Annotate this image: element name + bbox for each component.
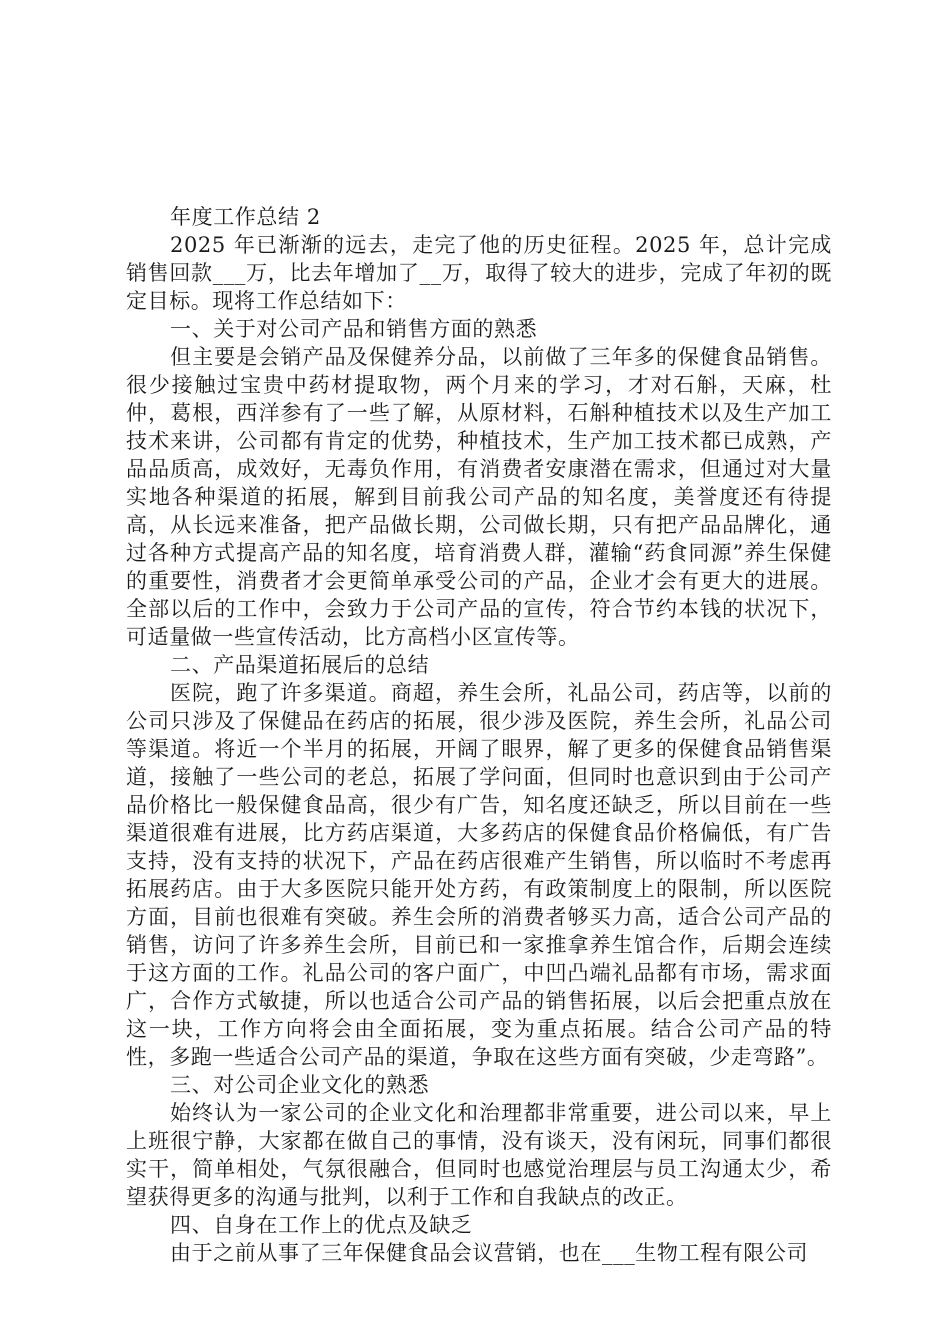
section-4-body: 由于之前从事了三年保健食品会议营销，也在___生物工程有限公司: [170, 1241, 809, 1265]
section-4-heading: 四、自身在工作上的优点及缺乏: [170, 1213, 473, 1237]
document-page: [126, 203, 832, 1267]
section-3-heading: 三、对公司企业文化的熟悉: [170, 1073, 430, 1097]
section-2-body: 医院，跑了许多渠道。商超，养生会所，礼品公司，药店等，以前的公司只涉及了保健品在药店的拓展，很少涉及医院，养生会所，礼品公司等渠道。将近一个半月的拓展，开阔了眼界，解了更多的保健食品销售渠道，接触了一些公司的老总，拓展了学问面，但同时也意识到由于公司产品价格比一般保健食品高，很少有广告，知名度还缺乏，所以目前在一些渠道很难有进展，比方药店渠道，大多药店的保健食品价格偏低，有广告支持，没有支持的状况下，产品在药店很难产生销售，所以临时不考虑再拓展药店。由于大多医院只能开处方药，有政策制度上的限制，所以医院方面，目前也很难有突破。养生会所的消费者够买力高，适合公司产品的销售，访问了许多养生会所，目前已和一家推拿养生馆合作，后期会连续于这方面的工作。礼品公司的客户面广，中凹凸端礼品都有市场，需求面广，合作方式敏捷，所以也适合公司产品的销售拓展，以后会把重点放在这一块，工作方向将会由全面拓展，变为重点拓展。结合公司产品的特性，多跑一些适合公司产品的渠道，争取在这些方面有突破，少走弯路”。: [126, 681, 832, 1069]
section-3-body: 始终认为一家公司的企业文化和治理都非常重要，进公司以来，早上上班很宁静，大家都在做自己的事情，没有谈天，没有闲玩，同事们都很实干，简单相处，气氛很融合，但同时也感觉治理层与员工沟通太少，希望获得更多的沟通与批判，以利于工作和自我缺点的改正。: [126, 1101, 832, 1209]
section-1-body: 但主要是会销产品及保健养分品，以前做了三年多的保健食品销售。很少接触过宝贵中药材提取物，两个月来的学习，才对石斛，天麻，杜仲，葛根，西洋参有了一些了解，从原材料，石斛种植技术以及生产加工技术来讲，公司都有肯定的优势，种植技术，生产加工技术都已成熟，产品品质高，成效好，无毒负作用，有消费者安康潜在需求，但通过对大量实地各种渠道的拓展，解到目前我公司产品的知名度，美誉度还有待提高，从长远来准备，把产品做长期，公司做长期，只有把产品品牌化，通过各种方式提高产品的知名度，培育消费人群，灌输“药食同源”养生保健的重要性，消费者才会更简单承受公司的产品，企业才会有更大的进展。全部以后的工作中，会致力于公司产品的宣传，符合节约本钱的状况下，可适量做一些宣传活动，比方高档小区宣传等。: [126, 345, 832, 649]
intro-paragraph: 2025 年已渐渐的远去，走完了他的历史征程。2025 年，总计完成销售回款___万，比去年增加了__万，取得了较大的进步，完成了年初的既定目标。现将工作总结如下：: [126, 233, 832, 313]
section-1-heading: 一、关于对公司产品和销售方面的熟悉: [170, 317, 538, 341]
section-2-heading: 二、产品渠道拓展后的总结: [170, 653, 430, 677]
document-title: 年度工作总结 2: [170, 205, 321, 229]
